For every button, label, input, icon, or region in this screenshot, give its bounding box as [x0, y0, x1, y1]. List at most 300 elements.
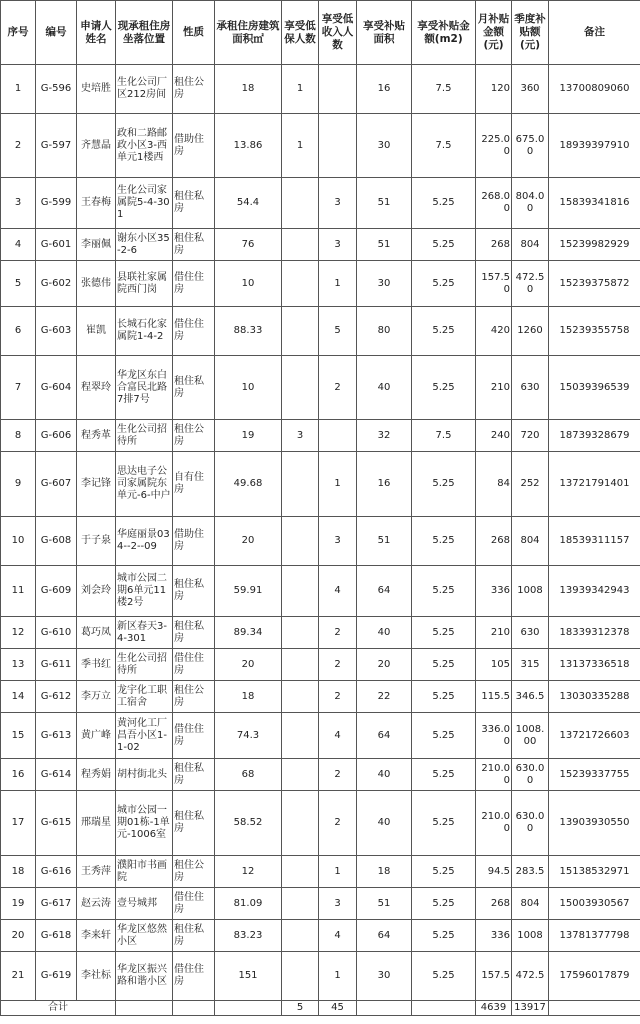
cell-area: 88.33 — [215, 307, 282, 356]
cell-location: 谢东小区35-2-6 — [116, 229, 173, 261]
cell-quarterly: 252 — [512, 452, 549, 517]
cell-sub-rate: 5.25 — [412, 713, 476, 759]
cell-name: 李丽佩 — [77, 229, 116, 261]
cell-nature: 租住公房 — [173, 420, 215, 452]
cell-dibao — [282, 856, 319, 888]
cell-no: 11 — [1, 566, 36, 617]
cell-name: 崔凯 — [77, 307, 116, 356]
cell-nature: 租住公房 — [173, 65, 215, 114]
cell-code: G-613 — [36, 713, 77, 759]
cell-monthly: 210.00 — [476, 759, 512, 791]
cell-quarterly: 472.5 — [512, 952, 549, 1001]
cell-monthly: 105 — [476, 649, 512, 681]
cell-monthly: 225.00 — [476, 114, 512, 178]
cell-note: 18939397910 — [549, 114, 640, 178]
cell-quarterly: 804 — [512, 888, 549, 920]
cell-no: 18 — [1, 856, 36, 888]
table-row — [1, 681, 640, 713]
cell-monthly: 120 — [476, 65, 512, 114]
cell-code: G-606 — [36, 420, 77, 452]
cell-sub-area: 40 — [357, 791, 412, 856]
cell-code: G-608 — [36, 517, 77, 566]
cell-note: 15239982929 — [549, 229, 640, 261]
cell-note: 13137336518 — [549, 649, 640, 681]
cell-no: 17 — [1, 791, 36, 856]
cell-area: 81.09 — [215, 888, 282, 920]
cell-nature: 租住私房 — [173, 229, 215, 261]
cell-area: 12 — [215, 856, 282, 888]
cell-dibao — [282, 791, 319, 856]
cell-note: 13781377798 — [549, 920, 640, 952]
cell-low-income — [319, 65, 357, 114]
cell-name: 程翠玲 — [77, 356, 116, 420]
cell-monthly: 157.5 — [476, 952, 512, 1001]
table-row — [1, 791, 640, 856]
cell-location: 胡村街北头 — [116, 759, 173, 791]
cell-dibao — [282, 713, 319, 759]
cell-location: 生化公司招待所 — [116, 420, 173, 452]
cell-area: 54.4 — [215, 178, 282, 229]
cell-area: 18 — [215, 65, 282, 114]
cell-no: 1 — [1, 65, 36, 114]
cell-note: 17596017879 — [549, 952, 640, 1001]
cell-nature: 租住公房 — [173, 856, 215, 888]
cell-nature: 借住住房 — [173, 713, 215, 759]
cell-area: 74.3 — [215, 713, 282, 759]
cell-low-income: 4 — [319, 566, 357, 617]
cell-sub-rate: 5.25 — [412, 261, 476, 307]
cell-no: 14 — [1, 681, 36, 713]
cell-low-income: 2 — [319, 649, 357, 681]
cell-low-income: 1 — [319, 261, 357, 307]
table-row — [1, 920, 640, 952]
cell-location: 濮阳市书画院 — [116, 856, 173, 888]
cell-monthly: 157.50 — [476, 261, 512, 307]
total-empty — [215, 1001, 282, 1016]
cell-no: 19 — [1, 888, 36, 920]
cell-nature: 自有住房 — [173, 452, 215, 517]
table-row — [1, 856, 640, 888]
cell-note: 13939342943 — [549, 566, 640, 617]
table-row — [1, 566, 640, 617]
cell-monthly: 94.5 — [476, 856, 512, 888]
total-low-income: 45 — [319, 1001, 357, 1016]
cell-dibao: 1 — [282, 114, 319, 178]
cell-quarterly: 630 — [512, 617, 549, 649]
cell-low-income: 5 — [319, 307, 357, 356]
cell-code: G-603 — [36, 307, 77, 356]
cell-name: 刘会玲 — [77, 566, 116, 617]
cell-location: 华龙区悠然小区 — [116, 920, 173, 952]
cell-area: 89.34 — [215, 617, 282, 649]
cell-sub-area: 51 — [357, 888, 412, 920]
cell-note: 13721726603 — [549, 713, 640, 759]
table-row — [1, 952, 640, 1001]
cell-nature: 借住住房 — [173, 307, 215, 356]
cell-sub-area: 80 — [357, 307, 412, 356]
cell-dibao — [282, 759, 319, 791]
total-row — [1, 1001, 640, 1016]
cell-location: 华庭丽景034--2--09 — [116, 517, 173, 566]
cell-monthly: 210 — [476, 617, 512, 649]
cell-quarterly: 630 — [512, 356, 549, 420]
cell-area: 76 — [215, 229, 282, 261]
cell-monthly: 420 — [476, 307, 512, 356]
cell-name: 季书红 — [77, 649, 116, 681]
cell-sub-area: 22 — [357, 681, 412, 713]
cell-note: 18339312378 — [549, 617, 640, 649]
header-low-income: 享受低收入人数 — [319, 1, 357, 65]
total-dibao: 5 — [282, 1001, 319, 1016]
cell-no: 21 — [1, 952, 36, 1001]
cell-code: G-596 — [36, 65, 77, 114]
cell-dibao — [282, 888, 319, 920]
total-label: 合计 — [1, 1001, 116, 1016]
cell-dibao — [282, 229, 319, 261]
cell-dibao — [282, 178, 319, 229]
cell-name: 齐慧晶 — [77, 114, 116, 178]
table-row — [1, 517, 640, 566]
cell-low-income: 2 — [319, 681, 357, 713]
cell-quarterly: 283.5 — [512, 856, 549, 888]
total-empty — [173, 1001, 215, 1016]
table-row — [1, 420, 640, 452]
cell-no: 5 — [1, 261, 36, 307]
cell-quarterly: 315 — [512, 649, 549, 681]
cell-code: G-614 — [36, 759, 77, 791]
cell-low-income: 3 — [319, 517, 357, 566]
cell-code: G-619 — [36, 952, 77, 1001]
cell-no: 20 — [1, 920, 36, 952]
cell-no: 4 — [1, 229, 36, 261]
cell-quarterly: 1008.00 — [512, 713, 549, 759]
cell-note: 13721791401 — [549, 452, 640, 517]
cell-sub-area: 40 — [357, 759, 412, 791]
cell-name: 张德伟 — [77, 261, 116, 307]
cell-name: 李万立 — [77, 681, 116, 713]
cell-name: 赵云涛 — [77, 888, 116, 920]
cell-quarterly: 804 — [512, 517, 549, 566]
cell-note: 13700809060 — [549, 65, 640, 114]
total-empty — [116, 1001, 173, 1016]
cell-location: 华龙区振兴路和谐小区 — [116, 952, 173, 1001]
cell-nature: 借助住房 — [173, 517, 215, 566]
cell-area: 18 — [215, 681, 282, 713]
cell-no: 13 — [1, 649, 36, 681]
cell-sub-area: 51 — [357, 517, 412, 566]
total-monthly: 4639 — [476, 1001, 512, 1016]
cell-dibao: 1 — [282, 65, 319, 114]
cell-name: 王秀萍 — [77, 856, 116, 888]
table-row — [1, 178, 640, 229]
cell-monthly: 268 — [476, 517, 512, 566]
table-row — [1, 888, 640, 920]
total-empty — [357, 1001, 412, 1016]
cell-area: 83.23 — [215, 920, 282, 952]
cell-location: 城市公园二期6单元11楼2号 — [116, 566, 173, 617]
cell-sub-area: 51 — [357, 229, 412, 261]
cell-sub-area: 16 — [357, 65, 412, 114]
cell-name: 葛巧凤 — [77, 617, 116, 649]
total-quarterly: 13917 — [512, 1001, 549, 1016]
cell-code: G-607 — [36, 452, 77, 517]
cell-code: G-602 — [36, 261, 77, 307]
cell-nature: 租住私房 — [173, 566, 215, 617]
cell-note: 15839341816 — [549, 178, 640, 229]
cell-dibao — [282, 681, 319, 713]
cell-area: 68 — [215, 759, 282, 791]
cell-sub-area: 30 — [357, 114, 412, 178]
cell-quarterly: 1008 — [512, 566, 549, 617]
cell-nature: 租住公房 — [173, 681, 215, 713]
cell-sub-rate: 5.25 — [412, 681, 476, 713]
table-row — [1, 65, 640, 114]
cell-code: G-599 — [36, 178, 77, 229]
cell-low-income: 2 — [319, 759, 357, 791]
cell-no: 9 — [1, 452, 36, 517]
cell-note: 18739328679 — [549, 420, 640, 452]
cell-nature: 借住住房 — [173, 261, 215, 307]
cell-dibao — [282, 617, 319, 649]
cell-note: 15003930567 — [549, 888, 640, 920]
cell-low-income: 1 — [319, 452, 357, 517]
cell-low-income: 3 — [319, 178, 357, 229]
cell-quarterly: 472.50 — [512, 261, 549, 307]
cell-name: 于子泉 — [77, 517, 116, 566]
cell-location: 政和二路邮政小区3-西单元1楼西 — [116, 114, 173, 178]
header-code: 编号 — [36, 1, 77, 65]
cell-sub-rate: 5.25 — [412, 856, 476, 888]
cell-low-income: 4 — [319, 920, 357, 952]
cell-sub-area: 20 — [357, 649, 412, 681]
cell-nature: 借住住房 — [173, 888, 215, 920]
table-row — [1, 759, 640, 791]
cell-quarterly: 630.00 — [512, 791, 549, 856]
table-row — [1, 229, 640, 261]
table-row — [1, 617, 640, 649]
cell-monthly: 268.00 — [476, 178, 512, 229]
cell-note: 18539311157 — [549, 517, 640, 566]
cell-low-income: 2 — [319, 617, 357, 649]
cell-dibao — [282, 356, 319, 420]
cell-sub-area: 64 — [357, 566, 412, 617]
cell-location: 思达电子公司家属院东单元-6-中户 — [116, 452, 173, 517]
cell-area: 19 — [215, 420, 282, 452]
header-no: 序号 — [1, 1, 36, 65]
cell-location: 新区春天3-4-301 — [116, 617, 173, 649]
header-location: 现承租住房坐落位置 — [116, 1, 173, 65]
cell-nature: 租住私房 — [173, 759, 215, 791]
cell-name: 史培胜 — [77, 65, 116, 114]
cell-area: 20 — [215, 517, 282, 566]
cell-sub-rate: 5.25 — [412, 517, 476, 566]
cell-sub-rate: 5.25 — [412, 920, 476, 952]
cell-area: 58.52 — [215, 791, 282, 856]
cell-sub-rate: 5.25 — [412, 649, 476, 681]
cell-monthly: 268 — [476, 888, 512, 920]
cell-nature: 借助住房 — [173, 114, 215, 178]
cell-dibao — [282, 566, 319, 617]
header-dibao: 享受低保人数 — [282, 1, 319, 65]
cell-nature: 租住私房 — [173, 617, 215, 649]
cell-sub-area: 32 — [357, 420, 412, 452]
cell-location: 华龙区东白合富民北路7排7号 — [116, 356, 173, 420]
cell-location: 生化公司招待所 — [116, 649, 173, 681]
cell-sub-area: 40 — [357, 617, 412, 649]
table-row — [1, 261, 640, 307]
cell-sub-area: 40 — [357, 356, 412, 420]
cell-sub-rate: 5.25 — [412, 307, 476, 356]
cell-name: 程秀娟 — [77, 759, 116, 791]
cell-note: 15239355758 — [549, 307, 640, 356]
cell-code: G-597 — [36, 114, 77, 178]
cell-dibao: 3 — [282, 420, 319, 452]
cell-sub-rate: 7.5 — [412, 420, 476, 452]
cell-sub-rate: 5.25 — [412, 759, 476, 791]
cell-sub-rate: 5.25 — [412, 452, 476, 517]
cell-area: 151 — [215, 952, 282, 1001]
cell-nature: 租住私房 — [173, 356, 215, 420]
cell-name: 黄广峰 — [77, 713, 116, 759]
cell-dibao — [282, 920, 319, 952]
cell-note: 15239375872 — [549, 261, 640, 307]
table-row — [1, 649, 640, 681]
cell-sub-rate: 7.5 — [412, 65, 476, 114]
cell-nature: 租住私房 — [173, 920, 215, 952]
header-quarterly: 季度补贴额(元) — [512, 1, 549, 65]
cell-area: 13.86 — [215, 114, 282, 178]
cell-sub-rate: 5.25 — [412, 229, 476, 261]
cell-code: G-611 — [36, 649, 77, 681]
cell-quarterly: 1008 — [512, 920, 549, 952]
cell-low-income: 3 — [319, 888, 357, 920]
cell-low-income — [319, 420, 357, 452]
cell-sub-rate: 5.25 — [412, 617, 476, 649]
cell-code: G-612 — [36, 681, 77, 713]
cell-monthly: 336 — [476, 566, 512, 617]
cell-sub-area: 30 — [357, 952, 412, 1001]
table-row — [1, 307, 640, 356]
cell-low-income — [319, 114, 357, 178]
cell-sub-rate: 5.25 — [412, 178, 476, 229]
cell-code: G-609 — [36, 566, 77, 617]
cell-location: 龙宇化工职工宿舍 — [116, 681, 173, 713]
cell-area: 49.68 — [215, 452, 282, 517]
header-sub-area: 享受补贴面积 — [357, 1, 412, 65]
table-row — [1, 452, 640, 517]
table-row — [1, 114, 640, 178]
cell-sub-area: 51 — [357, 178, 412, 229]
cell-location: 黄河化工厂昌吾小区1-1-02 — [116, 713, 173, 759]
cell-code: G-616 — [36, 856, 77, 888]
header-area: 承租住房建筑面积㎡ — [215, 1, 282, 65]
cell-no: 6 — [1, 307, 36, 356]
cell-nature: 租住私房 — [173, 791, 215, 856]
cell-dibao — [282, 452, 319, 517]
cell-sub-area: 64 — [357, 713, 412, 759]
cell-no: 2 — [1, 114, 36, 178]
cell-name: 邢瑞星 — [77, 791, 116, 856]
cell-nature: 借住住房 — [173, 649, 215, 681]
cell-area: 10 — [215, 261, 282, 307]
cell-quarterly: 630.00 — [512, 759, 549, 791]
cell-code: G-615 — [36, 791, 77, 856]
cell-sub-rate: 5.25 — [412, 356, 476, 420]
table-row — [1, 356, 640, 420]
cell-note: 13030335288 — [549, 681, 640, 713]
cell-no: 15 — [1, 713, 36, 759]
cell-code: G-601 — [36, 229, 77, 261]
cell-monthly: 336.00 — [476, 713, 512, 759]
cell-name: 李来轩 — [77, 920, 116, 952]
cell-no: 7 — [1, 356, 36, 420]
cell-sub-area: 16 — [357, 452, 412, 517]
cell-name: 李记锋 — [77, 452, 116, 517]
cell-note: 15138532971 — [549, 856, 640, 888]
cell-code: G-604 — [36, 356, 77, 420]
cell-monthly: 210 — [476, 356, 512, 420]
cell-location: 长城石化家属院1-4-2 — [116, 307, 173, 356]
cell-code: G-617 — [36, 888, 77, 920]
cell-dibao — [282, 517, 319, 566]
cell-sub-rate: 5.25 — [412, 888, 476, 920]
total-empty — [549, 1001, 640, 1016]
cell-quarterly: 675.00 — [512, 114, 549, 178]
cell-dibao — [282, 307, 319, 356]
header-nature: 性质 — [173, 1, 215, 65]
cell-location: 生化公司家属院5-4-301 — [116, 178, 173, 229]
cell-area: 59.91 — [215, 566, 282, 617]
header-note: 备注 — [549, 1, 640, 65]
cell-area: 20 — [215, 649, 282, 681]
header-row — [1, 1, 640, 65]
cell-low-income: 2 — [319, 791, 357, 856]
cell-dibao — [282, 261, 319, 307]
cell-location: 县联社家属院西门岗 — [116, 261, 173, 307]
cell-no: 3 — [1, 178, 36, 229]
cell-sub-rate: 7.5 — [412, 114, 476, 178]
cell-area: 10 — [215, 356, 282, 420]
cell-low-income: 1 — [319, 952, 357, 1001]
cell-quarterly: 720 — [512, 420, 549, 452]
cell-monthly: 268 — [476, 229, 512, 261]
cell-sub-area: 64 — [357, 920, 412, 952]
table-row — [1, 713, 640, 759]
total-empty — [412, 1001, 476, 1016]
cell-monthly: 84 — [476, 452, 512, 517]
cell-low-income: 3 — [319, 229, 357, 261]
cell-name: 程秀革 — [77, 420, 116, 452]
cell-nature: 租住私房 — [173, 178, 215, 229]
cell-sub-rate: 5.25 — [412, 952, 476, 1001]
cell-sub-rate: 5.25 — [412, 791, 476, 856]
cell-low-income: 4 — [319, 713, 357, 759]
cell-monthly: 115.5 — [476, 681, 512, 713]
cell-no: 12 — [1, 617, 36, 649]
cell-note: 15039396539 — [549, 356, 640, 420]
cell-no: 16 — [1, 759, 36, 791]
cell-location: 生化公司厂区212房间 — [116, 65, 173, 114]
cell-name: 王春梅 — [77, 178, 116, 229]
cell-quarterly: 1260 — [512, 307, 549, 356]
cell-location: 壹号城邦 — [116, 888, 173, 920]
cell-quarterly: 804.00 — [512, 178, 549, 229]
cell-low-income: 1 — [319, 856, 357, 888]
header-sub-rate: 享受补贴金额(m2) — [412, 1, 476, 65]
cell-sub-rate: 5.25 — [412, 566, 476, 617]
cell-code: G-618 — [36, 920, 77, 952]
cell-quarterly: 804 — [512, 229, 549, 261]
